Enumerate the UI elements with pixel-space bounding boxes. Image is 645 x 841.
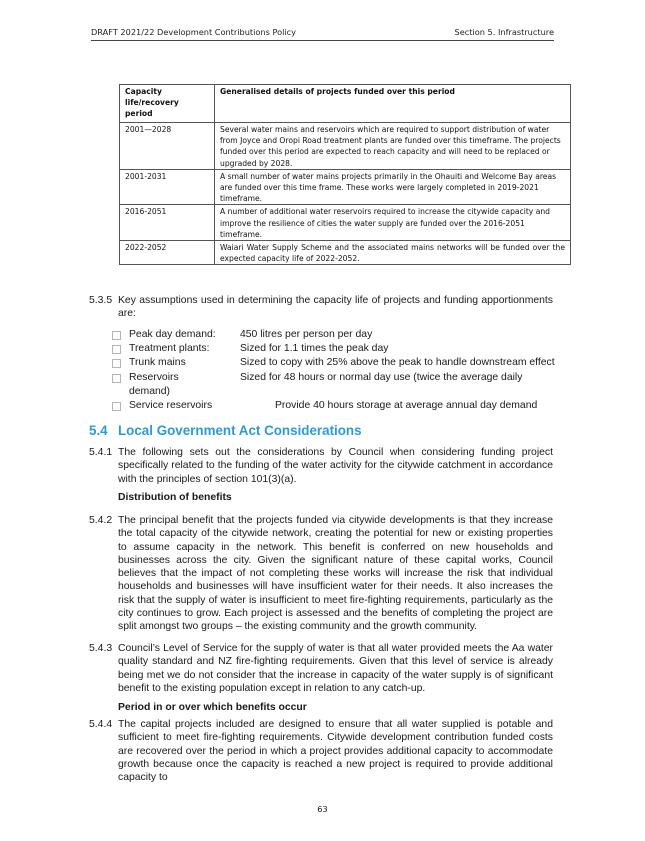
list-item — [112, 328, 562, 342]
table-cell-period: 2001-2031 — [120, 169, 215, 205]
assumption-term: Reservoirs demand) — [129, 371, 179, 397]
paragraph-5-4-3 — [89, 642, 553, 695]
list-item — [112, 356, 562, 370]
paragraph-text: Key assumptions used in determining the capacity life of projects and funding apportionments are: — [118, 295, 553, 320]
table-cell-period: 2001—2028 — [120, 123, 215, 170]
bullet-box-icon — [112, 374, 121, 383]
page-header — [91, 24, 554, 41]
paragraph-text: The capital projects included are designed to ensure that all water supplied is potable and sufficient to meet fire-fighting requirements. Citywide development contribution funded costs are recovered over the period in which a project provides additional capacity to accommodate growth because once the capacity is reached a new project is required to provide additional capacity to — [118, 719, 553, 784]
paragraph-5-4-2 — [89, 514, 553, 634]
table-cell-details: A small number of water mains projects primarily in the Ohauiti and Welcome Bay areas are funded over this time frame. These works were largely completed in 2019-2021 timeframe. — [215, 169, 571, 205]
table-cell-period: 2016-2051 — [120, 205, 215, 241]
page-number: 63 — [317, 804, 328, 814]
assumptions-list — [112, 328, 562, 413]
assumption-value: Provide 40 hours storage at average annual day demand — [275, 399, 538, 411]
paragraph-number: 5.4.3 — [89, 643, 113, 654]
paragraph-5-4-1 — [89, 446, 553, 486]
bullet-box-icon — [112, 402, 121, 411]
bullet-box-icon — [112, 359, 121, 368]
table-row — [120, 169, 571, 205]
section-title: Local Government Act Considerations — [118, 423, 362, 438]
table-cell-period: 2022-2052 — [120, 241, 215, 265]
assumption-value: Sized to copy with 25% above the peak to handle downstream effect — [240, 357, 555, 369]
table-row — [120, 241, 571, 265]
table-cell-details: Waiari Water Supply Scheme and the associated mains networks will be funded over the expected capacity life of 2022-2052. — [215, 241, 571, 265]
assumption-term: Peak day demand: — [129, 329, 216, 340]
table-row — [120, 123, 571, 170]
table-cell-details: A number of additional water reservoirs required to increase the citywide capacity and improve the resilience of cities the water supply are funded over the 2016-2051 timeframe. — [215, 205, 571, 241]
section-number: 5.4 — [89, 423, 108, 438]
table-header-row — [120, 85, 571, 123]
assumption-value: Sized for 1.1 times the peak day — [240, 343, 389, 355]
paragraph-number: 5.4.4 — [89, 719, 113, 730]
paragraph-number: 5.4.1 — [89, 447, 113, 458]
table-cell-details: Several water mains and reservoirs which are required to support distribution of water from Joyce and Oropi Road treatment plants are funded over this timeframe. The projects funded over this period are expected to reach capacity and will need to be replaced or upgraded by 2028. — [215, 123, 571, 170]
paragraph-text: Council’s Level of Service for the supply of water is that all water provided meets the Aa water quality standard and NZ fire-fighting requirements. Given that this level of service is already being met we do not consider that the increase in capacity of the water supply is of significant benefit to the existing population except in relation to any catch-up. — [118, 643, 553, 694]
table-row — [120, 205, 571, 241]
paragraph-text: The following sets out the considerations by Council when considering funding project specifically related to the funding of the water activity for the citywide catchment in accordance with the principles of section 101(3)(a). — [118, 447, 553, 485]
list-item — [112, 399, 562, 413]
paragraph-number: 5.3.5 — [89, 295, 113, 306]
capacity-life-table — [119, 84, 571, 265]
assumption-value: Sized for 48 hours or normal day use (twice the average daily — [240, 371, 523, 383]
bullet-box-icon — [112, 331, 121, 340]
bullet-box-icon — [112, 345, 121, 354]
assumption-term: Treatment plants: — [129, 343, 210, 355]
assumption-value: 450 litres per person per day — [240, 329, 373, 340]
table-header-period: Capacity life/recovery period — [120, 85, 215, 123]
paragraph-text: The principal benefit that the projects funded via citywide developments is that they increase the total capacity of the citywide network, creating the potential for new or existing properties to assume capacity in the network. This benefit is conferred on new households and businesses across the city. Given the significant nature of these capital works, Council believes that the impact of not completing these works will increase the risk that individual households and businesses will have insufficient water for their needs. It also increases the risk that the supply of water is insufficient to meet fire-fighting requirements, particularly as the city continues to grow. Each project is assessed and the benefits of completing the project are split amongst two groups – the existing community and the growth community. — [118, 515, 553, 633]
list-item — [112, 371, 562, 399]
assumption-term: Trunk mains — [129, 357, 186, 369]
assumption-term: Service reservoirs — [129, 399, 213, 411]
paragraph-5-3-5 — [89, 294, 553, 321]
paragraph-number: 5.4.2 — [89, 515, 113, 526]
table-header-details: Generalised details of projects funded over this period — [215, 85, 571, 123]
list-item — [112, 342, 562, 356]
header-document-title: DRAFT 2021/22 Development Contributions Policy — [91, 27, 297, 37]
subheading-period-of-benefits: Period in or over which benefits occur — [118, 702, 307, 713]
paragraph-5-4-4 — [89, 718, 553, 784]
subheading-distribution-of-benefits: Distribution of benefits — [118, 492, 232, 503]
header-section-title: Section 5. Infrastructure — [454, 27, 554, 37]
